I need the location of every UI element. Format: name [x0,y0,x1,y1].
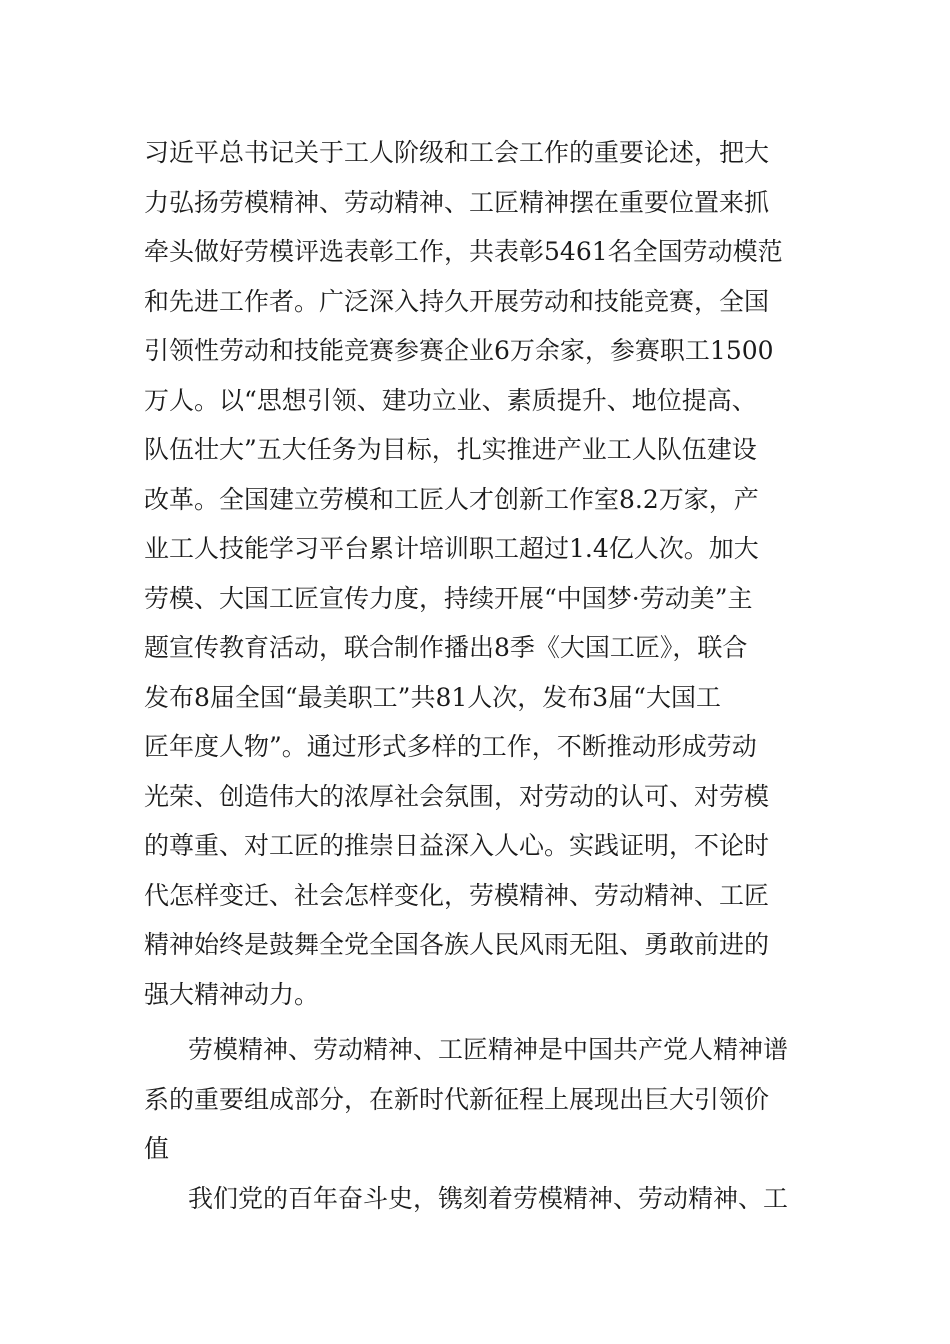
text-line: 的尊重、对工匠的推崇日益深入人心。实践证明，不论时 [144,831,770,860]
text-line: 劳模精神、劳动精神、工匠精神是中国共产党人精神谱 [188,1035,789,1064]
text-line: 匠年度人物”。通过形式多样的工作，不断推动形成劳动 [144,732,757,761]
text-line: 强大精神动力。 [144,979,320,1009]
text-line: 力弘扬劳模精神、劳动精神、工匠精神摆在重要位置来抓 [144,187,770,217]
text-line: 系的重要组成部分，在新时代新征程上展现出巨大引领价 [144,1084,770,1114]
text-line: 题宣传教育活动，联合制作播出8季《大国工匠》，联合 [144,633,748,662]
text-line: 改革。全国建立劳模和工匠人才创新工作室8.2万家，产 [144,484,759,514]
body-paragraph-1 [144,128,808,1019]
text-line: 劳模、大国工匠宣传力度，持续开展“中国梦·劳动美”主 [144,583,753,613]
text-line: 代怎样变迁、社会怎样变化，劳模精神、劳动精神、工匠 [144,880,770,910]
text-line: 业工人技能学习平台累计培训职工超过1.4亿人次。加大 [144,534,759,563]
section-heading-paragraph [144,1025,808,1174]
text-line: 光荣、创造伟大的浓厚社会氛围，对劳动的认可、对劳模 [144,781,770,811]
text-line: 精神始终是鼓舞全党全国各族人民风雨无阻、勇敢前进的 [144,930,770,959]
text-line: 和先进工作者。广泛深入持久开展劳动和技能竞赛，全国 [144,286,770,316]
text-line: 我们党的百年奋斗史，镌刻着劳模精神、劳动精神、工 [188,1184,789,1213]
text-line: 习近平总书记关于工人阶级和工会工作的重要论述，把大 [144,138,770,167]
text-line: 发布8届全国“最美职工”共81人次，发布3届“大国工 [144,682,721,712]
body-paragraph-3 [144,1174,808,1224]
text-line: 万人。以“思想引领、建功立业、素质提升、地位提高、 [144,385,757,415]
text-line: 引领性劳动和技能竞赛参赛企业6万余家，参赛职工1500 [144,336,774,365]
text-line: 队伍壮大”五大任务为目标，扎实推进产业工人队伍建设 [144,435,757,464]
text-line: 牵头做好劳模评选表彰工作，共表彰5461名全国劳动模范 [144,237,783,266]
text-line: 值 [144,1134,170,1163]
